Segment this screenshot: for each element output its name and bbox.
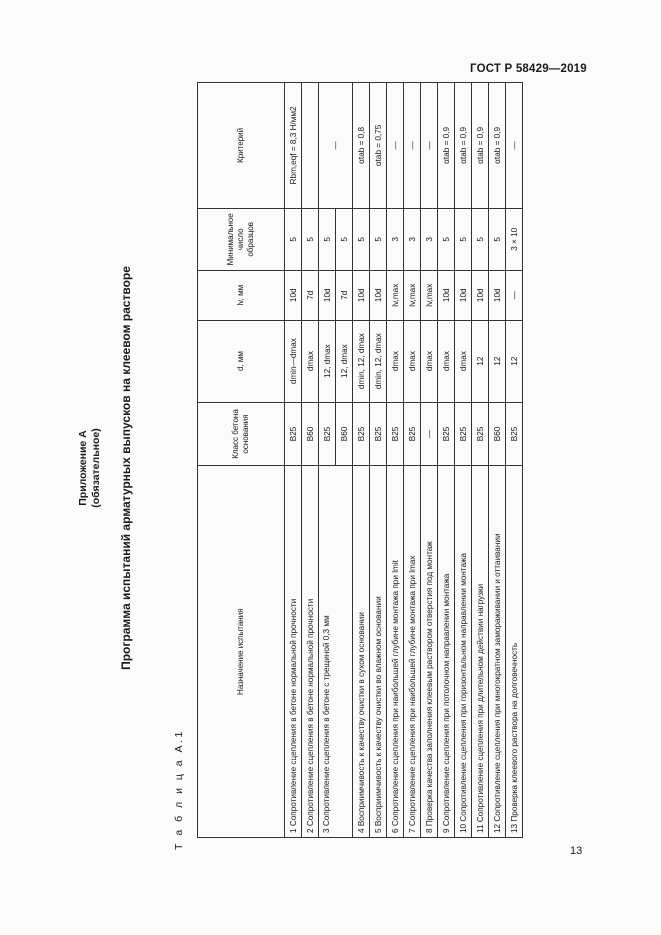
cell-class: В60 (335, 402, 352, 466)
cell-class: В25 (352, 402, 369, 466)
table-header-row (197, 82, 284, 837)
cell-criterion: αtab = 0,75 (369, 82, 386, 208)
cell-class: В25 (386, 402, 403, 466)
cell-d: dmax (437, 320, 454, 402)
table-row (352, 82, 369, 837)
cell-lv: — (505, 270, 522, 320)
cell-criterion: — (386, 82, 403, 208)
col-header-purpose: Назначение испытания (197, 465, 284, 837)
cell-criterion: αtab = 0,9 (488, 82, 505, 208)
page-number: 13 (570, 845, 583, 857)
cell-d: dmax (454, 320, 471, 402)
cell-criterion: αtab = 0,8 (352, 82, 369, 208)
cell-class: В25 (437, 402, 454, 466)
cell-purpose: 11 Сопротивление сцепления при длительном действии нагрузки (471, 465, 488, 837)
cell-purpose: 9 Сопротивление сцепления при потолочном направлении монтажа (437, 465, 454, 837)
cell-samples: 3 × 10 (505, 208, 522, 270)
cell-d: dmax (301, 320, 318, 402)
cell-lv: 10d (284, 270, 301, 320)
col-header-d: d, мм (197, 320, 284, 402)
table-caption: Т а б л и ц а А.1 (172, 728, 185, 850)
cell-criterion (301, 82, 318, 208)
cell-samples: 5 (437, 208, 454, 270)
cell-purpose: 10 Сопротивление сцепления при горизонтальном направлении монтажа (454, 465, 471, 837)
rotated-content (51, 18, 611, 918)
cell-lv: 7d (335, 270, 352, 320)
cell-criterion: αtab = 0,9 (437, 82, 454, 208)
cell-criterion: Rbm,eqf = 8,3 Н/мм2 (284, 82, 301, 208)
cell-d: dmax (403, 320, 420, 402)
table-row (386, 82, 403, 837)
cell-class: В25 (284, 402, 301, 466)
col-header-min-samples: Минимальное число образцов (197, 208, 284, 270)
cell-criterion: αtab = 0,9 (454, 82, 471, 208)
table-row (318, 82, 335, 837)
table-row (488, 82, 505, 837)
table-row (301, 82, 318, 837)
cell-lv: 10d (471, 270, 488, 320)
cell-criterion: — (318, 82, 352, 208)
col-header-concrete-class: Класс бетона основания (197, 402, 284, 466)
cell-samples: 5 (301, 208, 318, 270)
table-row (454, 82, 471, 837)
test-program-table (197, 82, 523, 838)
cell-d: dmin—dmax (284, 320, 301, 402)
cell-samples: 5 (352, 208, 369, 270)
appendix-subtitle: (обязательное) (89, 427, 102, 508)
table-row (420, 82, 437, 837)
cell-samples: 5 (454, 208, 471, 270)
cell-class: В25 (369, 402, 386, 466)
cell-purpose: 4 Восприимчивость к качеству очистки в сухом основании (352, 465, 369, 837)
cell-criterion: αtab = 0,9 (471, 82, 488, 208)
cell-class: — (420, 402, 437, 466)
table-row (471, 82, 488, 837)
col-header-criterion: Критерий (197, 82, 284, 208)
cell-lv: 10d (318, 270, 335, 320)
cell-criterion: — (505, 82, 522, 208)
cell-lv: 10d (454, 270, 471, 320)
cell-class: В25 (505, 402, 522, 466)
cell-d: 12 (488, 320, 505, 402)
cell-samples: 5 (369, 208, 386, 270)
cell-lv: 10d (437, 270, 454, 320)
cell-d: 12 (505, 320, 522, 402)
main-title: Программа испытаний арматурных выпусков на клеевом растворе (118, 265, 133, 670)
cell-class: В25 (471, 402, 488, 466)
cell-samples: 3 (403, 208, 420, 270)
cell-class: В25 (454, 402, 471, 466)
cell-d: 12, dmax (335, 320, 352, 402)
cell-samples: 3 (420, 208, 437, 270)
cell-purpose: 6 Сопротивление сцепления при наибольшей глубине монтажа при lmit (386, 465, 403, 837)
cell-purpose: 3 Сопротивление сцепления в бетоне с трещиной 0,3 мм (318, 465, 352, 837)
table-row (505, 82, 522, 837)
cell-criterion: — (403, 82, 420, 208)
table-row (403, 82, 420, 837)
col-header-lv: lv, мм (197, 270, 284, 320)
cell-lv: 7d (301, 270, 318, 320)
cell-purpose: 5 Восприимчивость к качеству очистки во влажном основании (369, 465, 386, 837)
cell-class: В25 (318, 402, 335, 466)
cell-lv: 10d (488, 270, 505, 320)
cell-d: dmax (386, 320, 403, 402)
cell-lv: lv,max (386, 270, 403, 320)
cell-samples: 3 (386, 208, 403, 270)
cell-d: 12 (471, 320, 488, 402)
table-row (284, 82, 301, 837)
cell-samples: 5 (318, 208, 335, 270)
cell-purpose: 8 Проверка качества заполнения клеевым раствором отверстия под монтаж (420, 465, 437, 837)
cell-d: dmin, 12, dmax (369, 320, 386, 402)
cell-lv: 10d (369, 270, 386, 320)
cell-samples: 5 (488, 208, 505, 270)
cell-purpose: 1 Сопротивление сцепления в бетоне нормальной прочности (284, 465, 301, 837)
cell-class: В25 (403, 402, 420, 466)
table-row (369, 82, 386, 837)
cell-d: 12, dmax (318, 320, 335, 402)
cell-purpose: 7 Сопротивление сцепления при наибольшей глубине монтажа при lmax (403, 465, 420, 837)
cell-criterion: — (420, 82, 437, 208)
appendix-title: Приложение А (76, 429, 89, 506)
cell-lv: lv,max (420, 270, 437, 320)
cell-class: В60 (301, 402, 318, 466)
standard-number: ГОСТ Р 58429—2019 (470, 63, 587, 75)
cell-samples: 5 (335, 208, 352, 270)
appendix-header (77, 18, 103, 918)
cell-purpose: 13 Проверка клеевого раствора на долговечность (505, 465, 522, 837)
cell-class: В60 (488, 402, 505, 466)
table-row (437, 82, 454, 837)
cell-lv: 10d (352, 270, 369, 320)
cell-purpose: 12 Сопротивление сцепления при многократном замораживании и оттаивании (488, 465, 505, 837)
cell-d: dmin, 12, dmax (352, 320, 369, 402)
cell-lv: lv,max (403, 270, 420, 320)
cell-samples: 5 (284, 208, 301, 270)
cell-d: dmax (420, 320, 437, 402)
cell-samples: 5 (471, 208, 488, 270)
cell-purpose: 2 Сопротивление сцепления в бетоне нормальной прочности (301, 465, 318, 837)
